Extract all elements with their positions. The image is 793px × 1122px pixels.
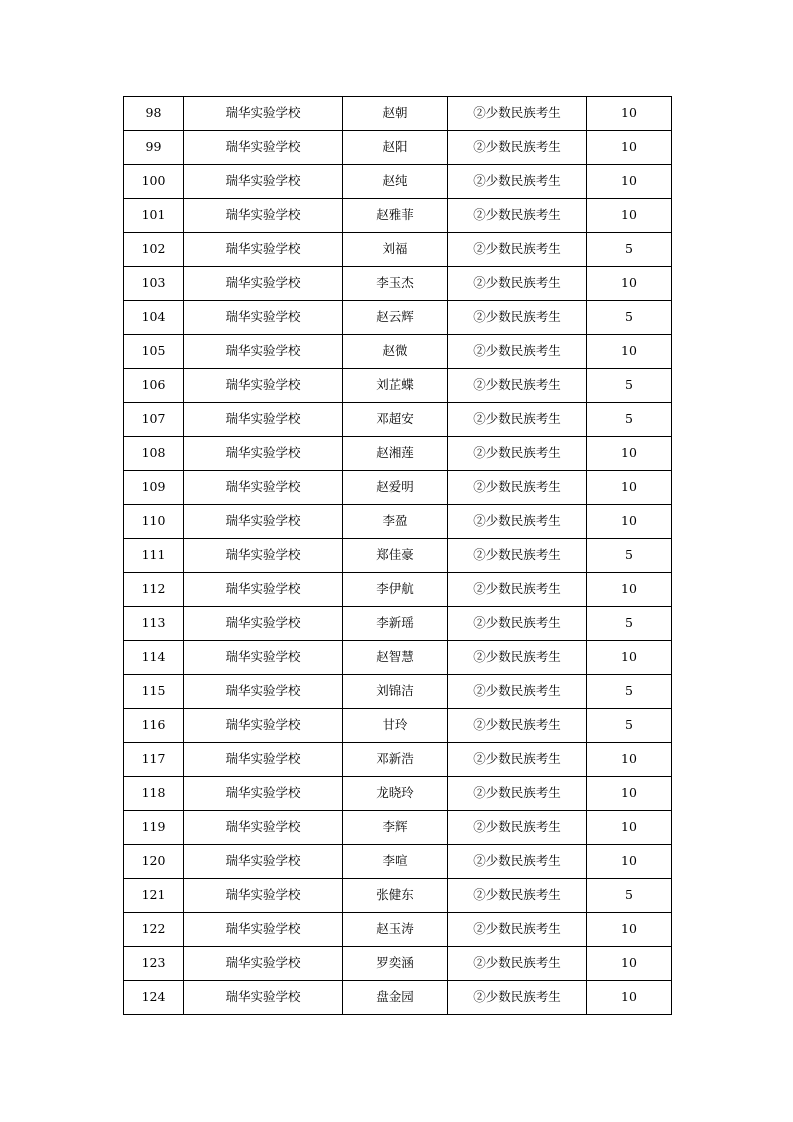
category-cell: ②少数民族考生 — [448, 539, 587, 573]
row-number-cell: 105 — [124, 335, 184, 369]
school-cell: 瑞华实验学校 — [184, 233, 343, 267]
table-row — [124, 641, 672, 675]
student-name-cell: 赵雅菲 — [343, 199, 448, 233]
table-row — [124, 709, 672, 743]
table-row — [124, 505, 672, 539]
row-number-cell: 123 — [124, 947, 184, 981]
student-bonus-table — [123, 96, 672, 1015]
category-cell: ②少数民族考生 — [448, 403, 587, 437]
table-row — [124, 437, 672, 471]
bonus-score-cell: 5 — [587, 709, 672, 743]
student-name-cell: 李新瑶 — [343, 607, 448, 641]
bonus-score-cell: 10 — [587, 97, 672, 131]
table-row — [124, 131, 672, 165]
table-row — [124, 369, 672, 403]
row-number-cell: 113 — [124, 607, 184, 641]
school-cell: 瑞华实验学校 — [184, 641, 343, 675]
student-name-cell: 赵阳 — [343, 131, 448, 165]
student-name-cell: 龙晓玲 — [343, 777, 448, 811]
school-cell: 瑞华实验学校 — [184, 981, 343, 1015]
school-cell: 瑞华实验学校 — [184, 471, 343, 505]
row-number-cell: 114 — [124, 641, 184, 675]
table-body — [124, 97, 672, 1015]
table-row — [124, 165, 672, 199]
category-cell: ②少数民族考生 — [448, 267, 587, 301]
student-name-cell: 刘芷蝶 — [343, 369, 448, 403]
row-number-cell: 108 — [124, 437, 184, 471]
student-name-cell: 李盈 — [343, 505, 448, 539]
row-number-cell: 101 — [124, 199, 184, 233]
bonus-score-cell: 10 — [587, 777, 672, 811]
row-number-cell: 103 — [124, 267, 184, 301]
row-number-cell: 117 — [124, 743, 184, 777]
table-row — [124, 267, 672, 301]
school-cell: 瑞华实验学校 — [184, 267, 343, 301]
row-number-cell: 111 — [124, 539, 184, 573]
row-number-cell: 116 — [124, 709, 184, 743]
category-cell: ②少数民族考生 — [448, 879, 587, 913]
student-name-cell: 赵朝 — [343, 97, 448, 131]
school-cell: 瑞华实验学校 — [184, 505, 343, 539]
table-row — [124, 471, 672, 505]
bonus-score-cell: 10 — [587, 947, 672, 981]
category-cell: ②少数民族考生 — [448, 777, 587, 811]
category-cell: ②少数民族考生 — [448, 233, 587, 267]
school-cell: 瑞华实验学校 — [184, 573, 343, 607]
table-row — [124, 233, 672, 267]
category-cell: ②少数民族考生 — [448, 505, 587, 539]
bonus-score-cell: 5 — [587, 403, 672, 437]
table-row — [124, 675, 672, 709]
category-cell: ②少数民族考生 — [448, 641, 587, 675]
category-cell: ②少数民族考生 — [448, 675, 587, 709]
row-number-cell: 120 — [124, 845, 184, 879]
student-name-cell: 赵云辉 — [343, 301, 448, 335]
category-cell: ②少数民族考生 — [448, 471, 587, 505]
bonus-score-cell: 5 — [587, 607, 672, 641]
student-name-cell: 赵智慧 — [343, 641, 448, 675]
school-cell: 瑞华实验学校 — [184, 607, 343, 641]
table-row — [124, 539, 672, 573]
category-cell: ②少数民族考生 — [448, 811, 587, 845]
student-name-cell: 郑佳豪 — [343, 539, 448, 573]
table-row — [124, 301, 672, 335]
table-row — [124, 981, 672, 1015]
school-cell: 瑞华实验学校 — [184, 947, 343, 981]
category-cell: ②少数民族考生 — [448, 369, 587, 403]
bonus-score-cell: 5 — [587, 301, 672, 335]
student-name-cell: 李伊航 — [343, 573, 448, 607]
row-number-cell: 109 — [124, 471, 184, 505]
student-name-cell: 张健东 — [343, 879, 448, 913]
school-cell: 瑞华实验学校 — [184, 811, 343, 845]
bonus-score-cell: 10 — [587, 471, 672, 505]
category-cell: ②少数民族考生 — [448, 199, 587, 233]
category-cell: ②少数民族考生 — [448, 573, 587, 607]
bonus-score-cell: 10 — [587, 505, 672, 539]
school-cell: 瑞华实验学校 — [184, 777, 343, 811]
category-cell: ②少数民族考生 — [448, 301, 587, 335]
row-number-cell: 99 — [124, 131, 184, 165]
school-cell: 瑞华实验学校 — [184, 301, 343, 335]
school-cell: 瑞华实验学校 — [184, 131, 343, 165]
category-cell: ②少数民族考生 — [448, 947, 587, 981]
bonus-score-cell: 10 — [587, 165, 672, 199]
student-name-cell: 盘金园 — [343, 981, 448, 1015]
table-row — [124, 743, 672, 777]
row-number-cell: 122 — [124, 913, 184, 947]
bonus-score-cell: 10 — [587, 811, 672, 845]
row-number-cell: 115 — [124, 675, 184, 709]
bonus-score-cell: 10 — [587, 199, 672, 233]
school-cell: 瑞华实验学校 — [184, 709, 343, 743]
category-cell: ②少数民族考生 — [448, 131, 587, 165]
student-name-cell: 甘玲 — [343, 709, 448, 743]
student-name-cell: 刘锦洁 — [343, 675, 448, 709]
bonus-score-cell: 10 — [587, 913, 672, 947]
table-row — [124, 913, 672, 947]
school-cell: 瑞华实验学校 — [184, 913, 343, 947]
row-number-cell: 124 — [124, 981, 184, 1015]
row-number-cell: 98 — [124, 97, 184, 131]
student-name-cell: 罗奕涵 — [343, 947, 448, 981]
school-cell: 瑞华实验学校 — [184, 165, 343, 199]
category-cell: ②少数民族考生 — [448, 607, 587, 641]
bonus-score-cell: 10 — [587, 335, 672, 369]
category-cell: ②少数民族考生 — [448, 709, 587, 743]
bonus-score-cell: 10 — [587, 131, 672, 165]
bonus-score-cell: 5 — [587, 539, 672, 573]
bonus-score-cell: 10 — [587, 743, 672, 777]
school-cell: 瑞华实验学校 — [184, 879, 343, 913]
row-number-cell: 118 — [124, 777, 184, 811]
student-name-cell: 邓超安 — [343, 403, 448, 437]
row-number-cell: 119 — [124, 811, 184, 845]
row-number-cell: 106 — [124, 369, 184, 403]
school-cell: 瑞华实验学校 — [184, 403, 343, 437]
school-cell: 瑞华实验学校 — [184, 199, 343, 233]
bonus-score-cell: 5 — [587, 675, 672, 709]
row-number-cell: 110 — [124, 505, 184, 539]
row-number-cell: 121 — [124, 879, 184, 913]
category-cell: ②少数民族考生 — [448, 437, 587, 471]
category-cell: ②少数民族考生 — [448, 743, 587, 777]
category-cell: ②少数民族考生 — [448, 981, 587, 1015]
school-cell: 瑞华实验学校 — [184, 335, 343, 369]
category-cell: ②少数民族考生 — [448, 845, 587, 879]
table-row — [124, 403, 672, 437]
category-cell: ②少数民族考生 — [448, 335, 587, 369]
school-cell: 瑞华实验学校 — [184, 743, 343, 777]
student-name-cell: 刘福 — [343, 233, 448, 267]
bonus-score-cell: 5 — [587, 369, 672, 403]
row-number-cell: 100 — [124, 165, 184, 199]
bonus-score-cell: 5 — [587, 879, 672, 913]
category-cell: ②少数民族考生 — [448, 97, 587, 131]
table-row — [124, 335, 672, 369]
table-row — [124, 777, 672, 811]
bonus-score-cell: 5 — [587, 233, 672, 267]
table-row — [124, 947, 672, 981]
table-row — [124, 199, 672, 233]
school-cell: 瑞华实验学校 — [184, 539, 343, 573]
student-name-cell: 赵微 — [343, 335, 448, 369]
table-row — [124, 811, 672, 845]
student-name-cell: 赵纯 — [343, 165, 448, 199]
student-name-cell: 李玉杰 — [343, 267, 448, 301]
table-row — [124, 879, 672, 913]
student-name-cell: 赵玉涛 — [343, 913, 448, 947]
school-cell: 瑞华实验学校 — [184, 845, 343, 879]
table-row — [124, 573, 672, 607]
school-cell: 瑞华实验学校 — [184, 97, 343, 131]
student-name-cell: 赵湘莲 — [343, 437, 448, 471]
bonus-score-cell: 10 — [587, 267, 672, 301]
bonus-score-cell: 10 — [587, 845, 672, 879]
bonus-score-cell: 10 — [587, 981, 672, 1015]
category-cell: ②少数民族考生 — [448, 913, 587, 947]
row-number-cell: 102 — [124, 233, 184, 267]
row-number-cell: 107 — [124, 403, 184, 437]
bonus-score-cell: 10 — [587, 641, 672, 675]
student-name-cell: 李辉 — [343, 811, 448, 845]
bonus-score-cell: 10 — [587, 573, 672, 607]
bonus-score-cell: 10 — [587, 437, 672, 471]
student-name-cell: 邓新浩 — [343, 743, 448, 777]
school-cell: 瑞华实验学校 — [184, 675, 343, 709]
table-row — [124, 845, 672, 879]
table-row — [124, 607, 672, 641]
student-name-cell: 赵爱明 — [343, 471, 448, 505]
table-row — [124, 97, 672, 131]
row-number-cell: 104 — [124, 301, 184, 335]
school-cell: 瑞华实验学校 — [184, 369, 343, 403]
student-name-cell: 李喧 — [343, 845, 448, 879]
school-cell: 瑞华实验学校 — [184, 437, 343, 471]
category-cell: ②少数民族考生 — [448, 165, 587, 199]
row-number-cell: 112 — [124, 573, 184, 607]
